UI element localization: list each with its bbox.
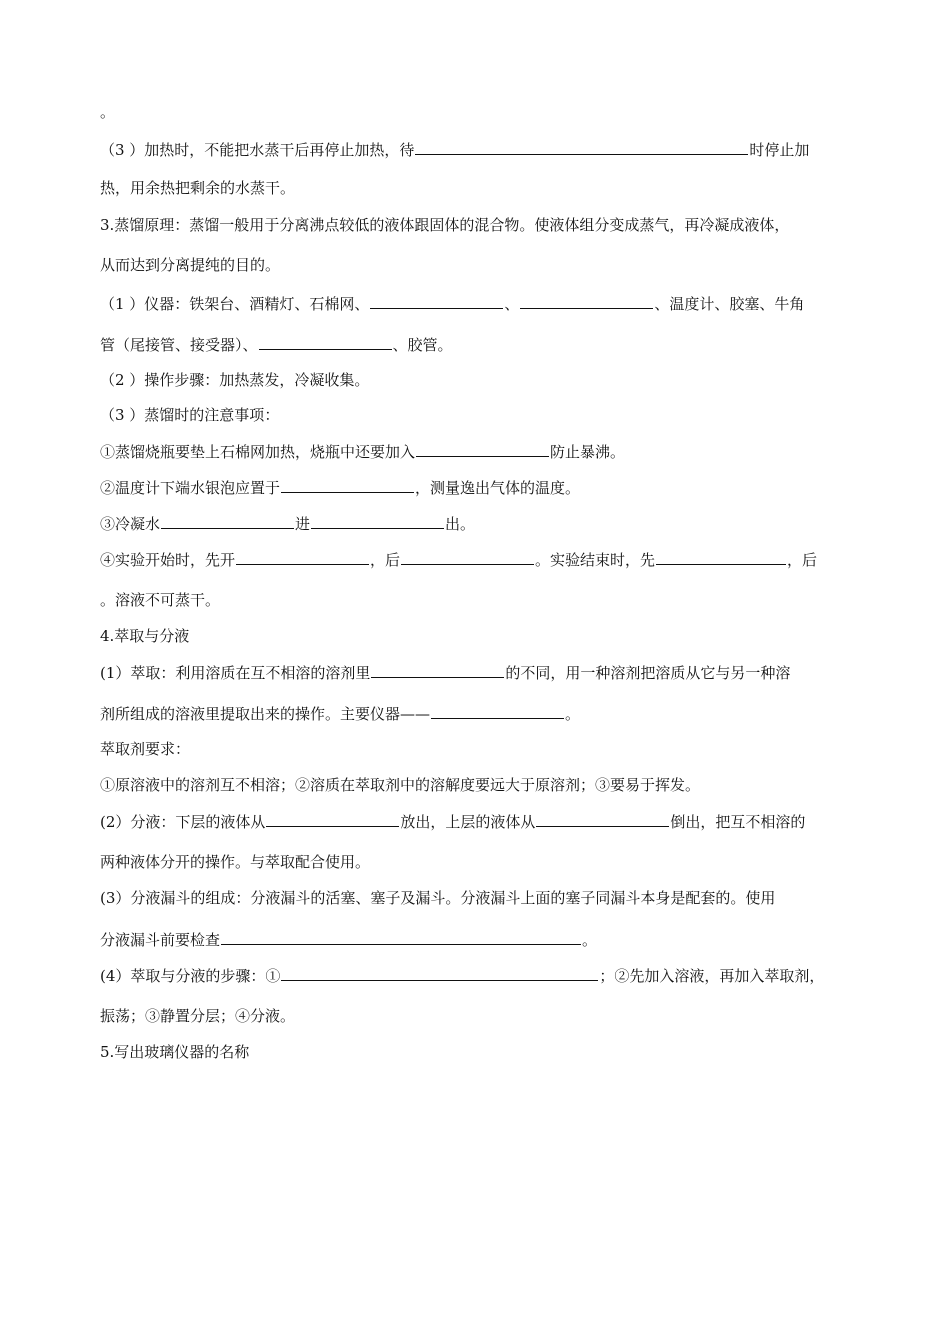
section-heading [100,626,189,646]
line-text: 3.蒸馏原理：蒸馏一般用于分离沸点较低的液体跟固体的混合物。使液体组分变成蒸气，再冷凝成液体， [100,216,790,234]
line-text: ，后 [787,551,818,569]
text-line [100,811,805,831]
line-text: (4）萃取与分液的步骤：① [100,967,281,985]
line-text: ③冷凝水 [100,515,161,533]
line-text: （3 ）蒸馏时的注意事项： [100,406,280,424]
line-text: 放出，上层的液体从 [400,813,536,831]
line-text: 倒出，把互不相溶的 [670,813,806,831]
line-text: 时停止加 [749,141,810,159]
line-text: 5.写出玻璃仪器的名称 [100,1043,250,1061]
text-line [100,852,370,872]
line-text: 。 [565,705,581,723]
line-text: 分液漏斗前要检查 [100,931,221,949]
text-line [100,775,700,795]
text-line [100,662,790,682]
answer-blank[interactable] [371,662,504,678]
answer-blank[interactable] [236,549,369,565]
line-text: 剂所组成的溶液里提取出来的操作。主要仪器—— [100,705,431,723]
line-text: (3）分液漏斗的组成：分液漏斗的活塞、塞子及漏斗。分液漏斗上面的塞子同漏斗本身是配套的。使用 [100,889,776,907]
answer-blank[interactable] [431,703,564,719]
line-text: 进 [295,515,311,533]
answer-blank[interactable] [161,513,294,529]
line-text: 出。 [445,515,476,533]
line-text: ，后 [370,551,401,569]
text-line [100,441,625,461]
text-line [100,370,369,390]
line-text: ①蒸馏烧瓶要垫上石棉网加热，烧瓶中还要加入 [100,443,416,461]
text-line [100,102,115,122]
text-line [100,1006,295,1026]
answer-blank[interactable] [656,549,786,565]
line-text: 4.萃取与分液 [100,627,190,645]
answer-blank[interactable] [415,139,748,155]
text-line [100,293,804,313]
line-text: (2）分液：下层的液体从 [100,813,266,831]
line-text: 、胶管。 [392,336,453,354]
line-text: 。 [582,931,598,949]
text-line [100,139,809,159]
line-text: ；②先加入溶液，再加入萃取剂， [599,967,825,985]
text-line [100,255,280,275]
line-text: (1）萃取：利用溶质在互不相溶的溶剂里 [100,664,371,682]
line-text: 。 [100,103,116,121]
text-line [100,549,817,569]
line-text: （1 ）仪器：铁架台、酒精灯、石棉网、 [100,295,370,313]
answer-blank[interactable] [401,549,534,565]
line-text: （3 ）加热时，不能把水蒸干后再停止加热，待 [100,141,415,159]
line-text: 。实验结束时，先 [535,551,656,569]
text-line [100,513,475,533]
answer-blank[interactable] [259,334,392,350]
answer-blank[interactable] [311,513,444,529]
text-line [100,888,775,908]
text-line [100,477,580,497]
text-line [100,334,453,354]
line-text: ④实验开始时，先开 [100,551,236,569]
answer-blank[interactable] [281,477,414,493]
section-heading [100,1042,249,1062]
text-line [100,739,190,759]
line-text: 、 [504,295,520,313]
line-text: ②温度计下端水银泡应置于 [100,479,281,497]
answer-blank[interactable] [536,811,669,827]
line-text: 热，用余热把剩余的水蒸干。 [100,179,296,197]
line-text: ，测量逸出气体的温度。 [415,479,581,497]
text-line [100,215,789,235]
text-line [100,703,580,723]
line-text: 管（尾接管、接受器）、 [100,336,258,354]
line-text: 振荡；③静置分层；④分液。 [100,1007,296,1025]
text-line [100,965,824,985]
line-text: 两种液体分开的操作。与萃取配合使用。 [100,853,371,871]
answer-blank[interactable] [370,293,503,309]
line-text: 。溶液不可蒸干。 [100,591,221,609]
answer-blank[interactable] [221,929,581,945]
answer-blank[interactable] [520,293,653,309]
text-line [100,929,597,949]
line-text: 的不同，用一种溶剂把溶质从它与另一种溶 [505,664,791,682]
text-line [100,405,279,425]
line-text: ①原溶液中的溶剂互不相溶；②溶质在萃取剂中的溶解度要远大于原溶剂；③要易于挥发。 [100,776,701,794]
text-line [100,178,295,198]
line-text: 防止暴沸。 [550,443,626,461]
line-text: 从而达到分离提纯的目的。 [100,256,281,274]
answer-blank[interactable] [266,811,399,827]
line-text: （2 ）操作步骤：加热蒸发，冷凝收集。 [100,371,370,389]
answer-blank[interactable] [281,965,598,981]
line-text: 、温度计、胶塞、牛角 [654,295,805,313]
line-text: 萃取剂要求： [100,740,191,758]
text-line [100,590,220,610]
answer-blank[interactable] [416,441,549,457]
